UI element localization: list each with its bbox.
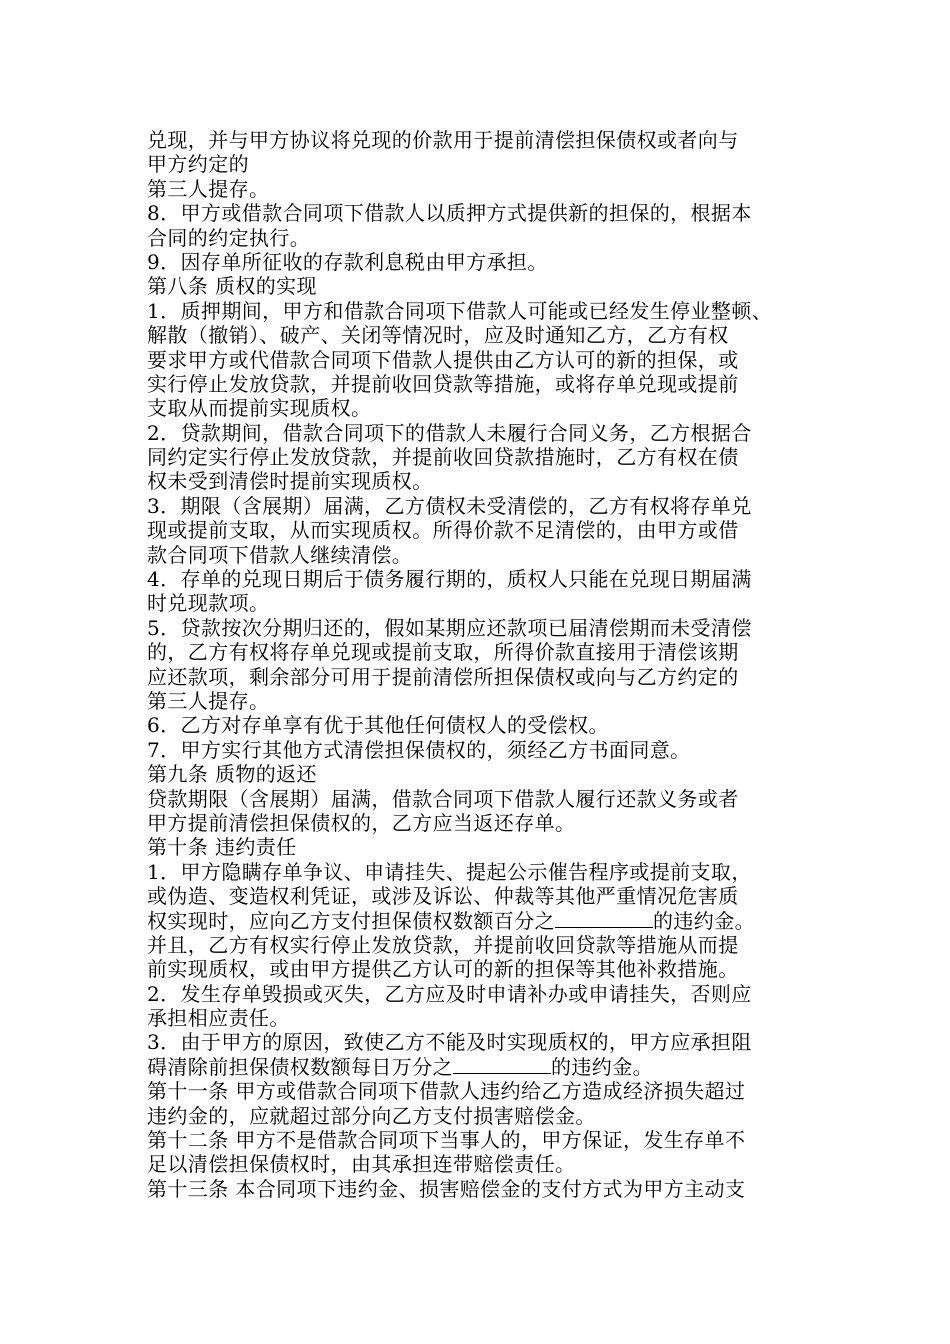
document-body — [147, 128, 809, 1201]
text-line: 甲方约定的 — [147, 152, 249, 177]
text-line: 款合同项下借款人继续清偿。 — [147, 542, 413, 567]
text-line: 1．甲方隐瞒存单争议、申请挂失、提起公示催告程序或提前支取， — [147, 859, 752, 884]
fill-in-blank — [453, 1055, 551, 1074]
text-line: 或伪造、变造权利凭证，或涉及诉讼、仲裁等其他严重情况危害质 — [147, 884, 739, 909]
text-line: 权未受到清偿时提前实现质权。 — [147, 469, 433, 494]
text-line-with-blank — [147, 909, 809, 933]
text-line: 解散（撤销）、破产、关闭等情况时，应及时通知乙方，乙方有权 — [147, 323, 729, 348]
text-fragment: 权实现时，应向乙方支付担保债权数额百分之 — [147, 908, 555, 933]
text-fragment: 的违约金。 — [551, 1054, 653, 1079]
text-line: 现或提前支取，从而实现质权。所得价款不足清偿的，由甲方或借 — [147, 518, 739, 543]
text-line: 承担相应责任。 — [147, 1006, 290, 1031]
text-line: 8．甲方或借款合同项下借款人以质押方式提供新的担保的，根据本 — [147, 201, 752, 226]
text-line: 同约定实行停止发放贷款，并提前收回贷款措施时，乙方有权在债 — [147, 445, 739, 470]
text-line: 足以清偿担保债权时，由其承担连带赔偿责任。 — [147, 1152, 576, 1177]
fill-in-blank — [555, 909, 653, 928]
section-heading: 第八条 质权的实现 — [147, 274, 317, 299]
section-heading: 第十条 违约责任 — [147, 835, 297, 860]
text-line: 2．发生存单毁损或灭失，乙方应及时申请补办或申请挂失，否则应 — [147, 981, 752, 1006]
text-line: 9．因存单所征收的存款利息税由甲方承担。 — [147, 249, 548, 274]
text-line-with-blank — [147, 1055, 809, 1079]
section-heading: 第九条 质物的返还 — [147, 762, 317, 787]
text-line: 甲方提前清偿担保债权的，乙方应当返还存单。 — [147, 810, 576, 835]
text-fragment: 的违约金。 — [653, 908, 755, 933]
text-line: 5．贷款按次分期归还的，假如某期应还款项已届清偿期而未受清偿 — [147, 615, 752, 640]
section-heading: 第十一条 甲方或借款合同项下借款人违约给乙方造成经济损失超过 — [147, 1079, 746, 1104]
text-line: 实行停止发放贷款，并提前收回贷款等措施，或将存单兑现或提前 — [147, 371, 739, 396]
text-line: 第三人提存。 — [147, 176, 270, 201]
text-line: 1．质押期间，甲方和借款合同项下借款人可能或已经发生停业整顿、 — [147, 298, 773, 323]
text-line: 并且，乙方有权实行停止发放贷款，并提前收回贷款等措施从而提 — [147, 932, 739, 957]
text-line: 的，乙方有权将存单兑现或提前支取，所得价款直接用于清偿该期 — [147, 640, 739, 665]
text-line: 6．乙方对存单享有优于其他任何债权人的受偿权。 — [147, 713, 609, 738]
text-line: 7．甲方实行其他方式清偿担保债权的，须经乙方书面同意。 — [147, 737, 691, 762]
section-heading: 第十三条 本合同项下违约金、损害赔偿金的支付方式为甲方主动支 — [147, 1176, 746, 1201]
text-line: 3．由于甲方的原因，致使乙方不能及时实现质权的，甲方应承担阻 — [147, 1030, 752, 1055]
text-line: 第三人提存。 — [147, 688, 270, 713]
text-fragment: 碍清除前担保债权数额每日万分之 — [147, 1054, 453, 1079]
text-line: 违约金的，应就超过部分向乙方支付损害赔偿金。 — [147, 1103, 596, 1128]
text-line: 时兑现款项。 — [147, 591, 270, 616]
text-line: 支取从而提前实现质权。 — [147, 396, 372, 421]
text-line: 前实现质权，或由甲方提供乙方认可的新的担保等其他补救措施。 — [147, 957, 739, 982]
text-line: 3．期限（含展期）届满，乙方债权未受清偿的，乙方有权将存单兑 — [147, 493, 752, 518]
section-heading: 第十二条 甲方不是借款合同项下当事人的，甲方保证，发生存单不 — [147, 1128, 746, 1153]
text-line: 兑现，并与甲方协议将兑现的价款用于提前清偿担保债权或者向与 — [147, 128, 739, 152]
text-line: 4．存单的兑现日期后于债务履行期的，质权人只能在兑现日期届满 — [147, 567, 752, 592]
text-line: 应还款项，剩余部分可用于提前清偿所担保债权或向与乙方约定的 — [147, 664, 739, 689]
text-line: 贷款期限（含展期）届满，借款合同项下借款人履行还款义务或者 — [147, 786, 739, 811]
text-line: 2．贷款期间，借款合同项下的借款人未履行合同义务，乙方根据合 — [147, 420, 752, 445]
text-line: 合同的约定执行。 — [147, 225, 311, 250]
text-line: 要求甲方或代借款合同项下借款人提供由乙方认可的新的担保，或 — [147, 347, 739, 372]
